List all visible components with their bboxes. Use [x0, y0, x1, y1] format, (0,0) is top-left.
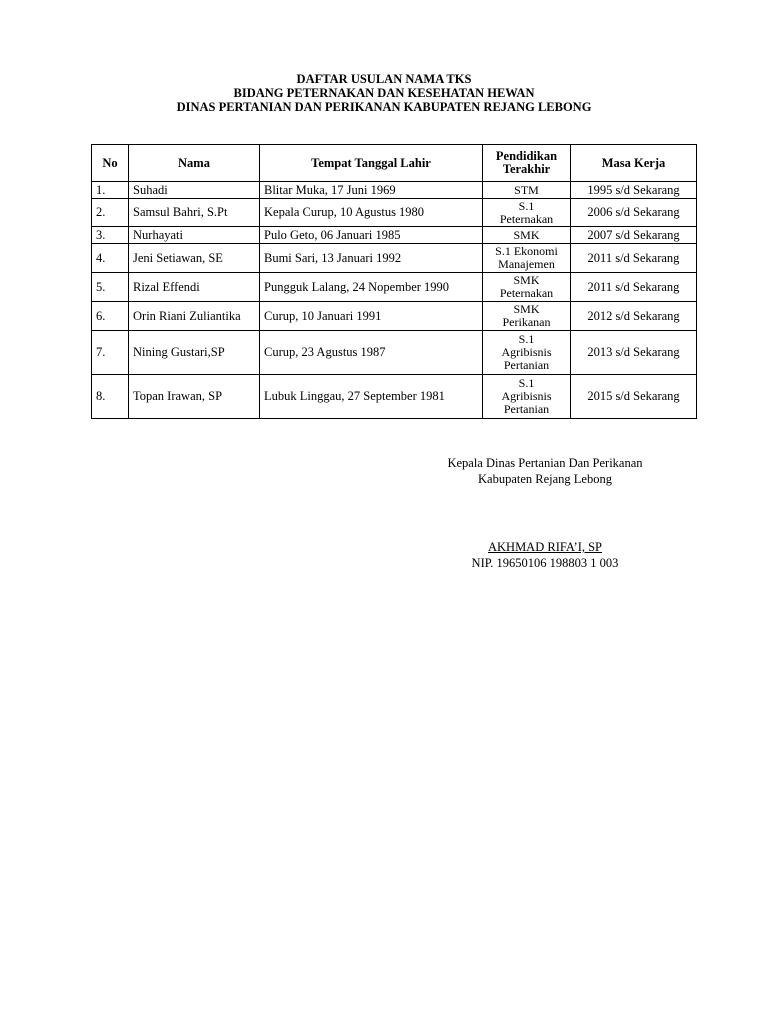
cell-pendidikan [483, 199, 571, 227]
cell-nama: Topan Irawan, SP [129, 375, 260, 419]
title-line-2: BIDANG PETERNAKAN DAN KESEHATAN HEWAN [233, 86, 535, 100]
pendidikan-line: SMK [513, 227, 540, 242]
pendidikan-line: Perikanan [502, 315, 551, 329]
table-header-row [92, 145, 697, 182]
cell-pendidikan [483, 302, 571, 331]
cell-no: 7. [92, 331, 129, 375]
table-row [92, 227, 697, 244]
cell-no: 3. [92, 227, 129, 244]
cell-pendidikan [483, 227, 571, 244]
table-row [92, 182, 697, 199]
cell-ttl: Curup, 10 Januari 1991 [260, 302, 483, 331]
pendidikan-line: Agribisnis [501, 389, 552, 403]
header-pendidikan [483, 145, 571, 182]
pendidikan-line: S.1 [518, 198, 535, 213]
pendidikan-line: Pertanian [503, 402, 550, 416]
cell-pendidikan [483, 182, 571, 199]
cell-pendidikan [483, 375, 571, 419]
header-nama: Nama [129, 145, 260, 182]
cell-no: 5. [92, 273, 129, 302]
cell-nama: Nurhayati [129, 227, 260, 244]
header-pendidikan-line-2: Terakhir [502, 162, 551, 176]
table-row [92, 375, 697, 419]
cell-nama: Jeni Setiawan, SE [129, 244, 260, 273]
cell-nama: Samsul Bahri, S.Pt [129, 199, 260, 227]
pendidikan-line: STM [514, 182, 539, 197]
cell-ttl: Blitar Muka, 17 Juni 1969 [260, 182, 483, 199]
cell-nama: Rizal Effendi [129, 273, 260, 302]
cell-masa: 2012 s/d Sekarang [571, 302, 697, 331]
pendidikan-line: Peternakan [499, 211, 554, 226]
pendidikan-line: Manajemen [498, 257, 555, 271]
cell-pendidikan [483, 331, 571, 375]
table-row [92, 302, 697, 331]
cell-ttl: Curup, 23 Agustus 1987 [260, 331, 483, 375]
cell-pendidikan [483, 273, 571, 302]
header-pendidikan-line-1: Pendidikan [495, 149, 558, 163]
table-row [92, 199, 697, 227]
document-title [0, 72, 768, 114]
header-no: No [92, 145, 129, 182]
cell-ttl: Lubuk Linggau, 27 September 1981 [260, 375, 483, 419]
cell-no: 8. [92, 375, 129, 419]
pendidikan-line: Pertanian [503, 358, 550, 372]
cell-no: 2. [92, 199, 129, 227]
cell-pendidikan [483, 244, 571, 273]
tks-table [91, 144, 697, 419]
cell-ttl: Kepala Curup, 10 Agustus 1980 [260, 199, 483, 227]
pendidikan-line: Peternakan [499, 286, 554, 300]
pendidikan-line: S.1 [518, 332, 535, 346]
signature-nip: NIP. 19650106 198803 1 003 [471, 556, 619, 570]
table-row [92, 273, 697, 302]
pendidikan-line: Agribisnis [501, 345, 552, 359]
cell-nama: Orin Riani Zuliantika [129, 302, 260, 331]
cell-ttl: Bumi Sari, 13 Januari 1992 [260, 244, 483, 273]
cell-nama: Nining Gustari,SP [129, 331, 260, 375]
cell-masa: 2013 s/d Sekarang [571, 331, 697, 375]
cell-ttl: Pulo Geto, 06 Januari 1985 [260, 227, 483, 244]
header-ttl: Tempat Tanggal Lahir [260, 145, 483, 182]
cell-masa: 2011 s/d Sekarang [571, 273, 697, 302]
title-line-3: DINAS PERTANIAN DAN PERIKANAN KABUPATEN REJANG LEBONG [176, 100, 592, 114]
cell-masa: 2006 s/d Sekarang [571, 199, 697, 227]
pendidikan-line: SMK [513, 273, 540, 287]
title-line-1: DAFTAR USULAN NAMA TKS [296, 72, 472, 86]
signature-block [420, 455, 670, 571]
pendidikan-line: S.1 Ekonomi [495, 244, 558, 258]
cell-nama: Suhadi [129, 182, 260, 199]
cell-no: 6. [92, 302, 129, 331]
pendidikan-line: S.1 [518, 376, 535, 390]
signature-name: AKHMAD RIFA’I, SP [487, 540, 603, 554]
pendidikan-line: SMK [513, 302, 540, 316]
header-masa: Masa Kerja [571, 145, 697, 182]
cell-ttl: Pungguk Lalang, 24 Nopember 1990 [260, 273, 483, 302]
table-row [92, 244, 697, 273]
table-row [92, 331, 697, 375]
signature-position-1: Kepala Dinas Pertanian Dan Perikanan [447, 456, 643, 470]
cell-no: 1. [92, 182, 129, 199]
cell-masa: 2015 s/d Sekarang [571, 375, 697, 419]
signature-position-2: Kabupaten Rejang Lebong [478, 472, 612, 486]
cell-masa: 2011 s/d Sekarang [571, 244, 697, 273]
cell-no: 4. [92, 244, 129, 273]
cell-masa: 2007 s/d Sekarang [571, 227, 697, 244]
cell-masa: 1995 s/d Sekarang [571, 182, 697, 199]
